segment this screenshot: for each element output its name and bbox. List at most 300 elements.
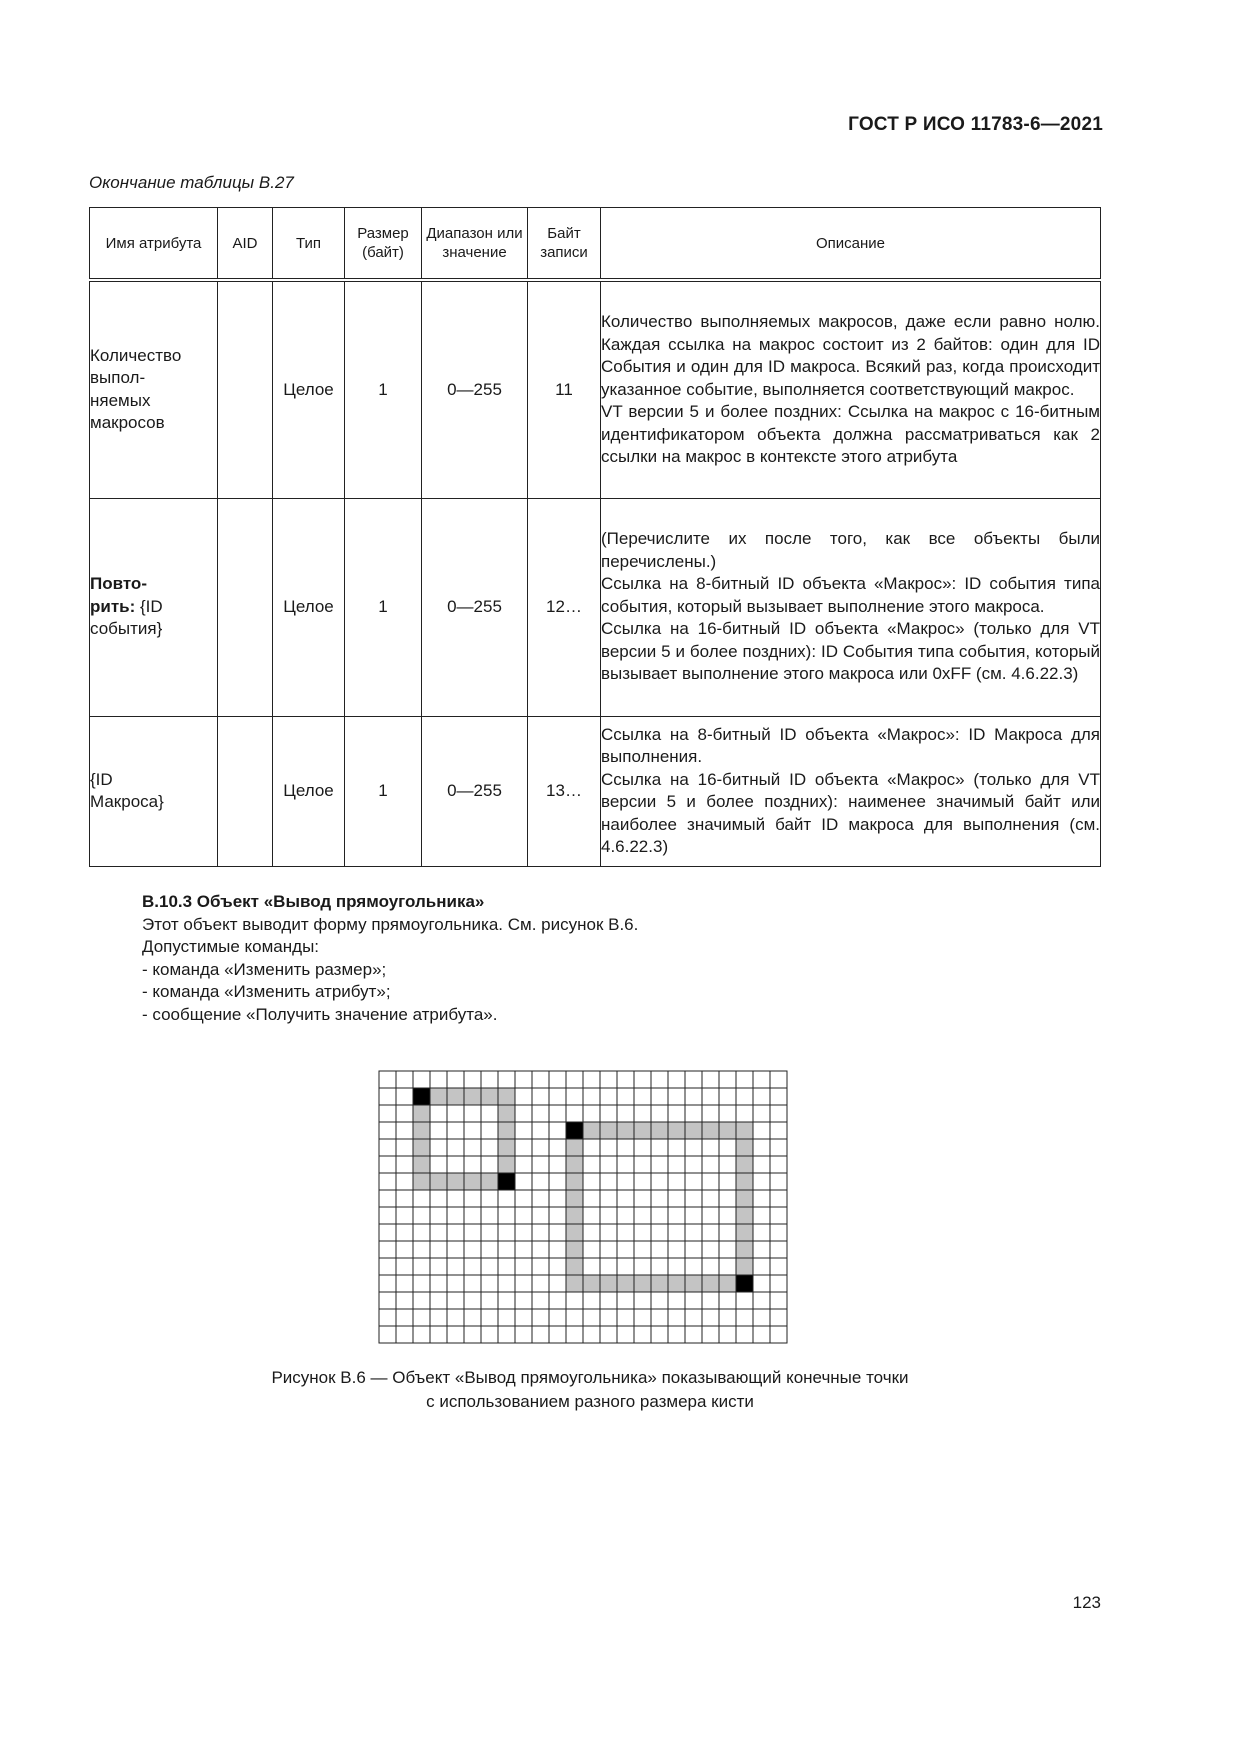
grid-cell — [549, 1292, 566, 1309]
grid-cell — [617, 1309, 634, 1326]
grid-cell — [515, 1156, 532, 1173]
grid-cell — [617, 1139, 634, 1156]
grid-cell — [481, 1207, 498, 1224]
rectangle-pixel — [464, 1173, 481, 1190]
grid-cell — [481, 1292, 498, 1309]
table-row — [90, 498, 1101, 716]
grid-cell — [464, 1258, 481, 1275]
grid-cell — [515, 1139, 532, 1156]
grid-cell — [719, 1207, 736, 1224]
rectangle-pixel — [566, 1207, 583, 1224]
grid-cell — [668, 1190, 685, 1207]
grid-cell — [702, 1241, 719, 1258]
cell-description — [601, 498, 1101, 716]
cell-range: 0—255 — [422, 498, 528, 716]
rectangle-pixel — [634, 1275, 651, 1292]
grid-cell — [753, 1258, 770, 1275]
grid-cell — [617, 1173, 634, 1190]
grid-cell — [396, 1258, 413, 1275]
cell-size: 1 — [345, 498, 422, 716]
grid-cell — [600, 1309, 617, 1326]
grid-cell — [719, 1139, 736, 1156]
grid-cell — [651, 1190, 668, 1207]
grid-cell — [447, 1190, 464, 1207]
grid-cell — [770, 1292, 787, 1309]
rectangle-pixel — [498, 1105, 515, 1122]
cell-aid — [218, 716, 273, 866]
grid-cell — [583, 1326, 600, 1343]
rectangle-pixel — [702, 1275, 719, 1292]
grid-cell — [685, 1309, 702, 1326]
grid-cell — [566, 1105, 583, 1122]
grid-cell — [685, 1139, 702, 1156]
grid-cell — [464, 1207, 481, 1224]
grid-cell — [770, 1275, 787, 1292]
grid-cell — [600, 1139, 617, 1156]
grid-cell — [617, 1088, 634, 1105]
grid-cell — [753, 1105, 770, 1122]
grid-cell — [396, 1190, 413, 1207]
rectangle-pixel — [668, 1275, 685, 1292]
grid-cell — [379, 1105, 396, 1122]
rectangle-pixel — [583, 1275, 600, 1292]
grid-cell — [515, 1122, 532, 1139]
grid-cell — [464, 1122, 481, 1139]
grid-cell — [702, 1190, 719, 1207]
grid-cell — [549, 1105, 566, 1122]
grid-cell — [515, 1258, 532, 1275]
grid-cell — [379, 1309, 396, 1326]
grid-cell — [515, 1292, 532, 1309]
grid-cell — [770, 1122, 787, 1139]
grid-cell — [719, 1241, 736, 1258]
grid-cell — [379, 1258, 396, 1275]
grid-cell — [685, 1258, 702, 1275]
grid-cell — [379, 1156, 396, 1173]
rectangle-pixel — [736, 1156, 753, 1173]
grid-cell — [413, 1292, 430, 1309]
rectangle-pixel — [736, 1139, 753, 1156]
grid-cell — [719, 1190, 736, 1207]
grid-cell — [634, 1326, 651, 1343]
grid-cell — [583, 1173, 600, 1190]
table-row — [90, 280, 1101, 498]
grid-cell — [481, 1139, 498, 1156]
grid-cell — [464, 1139, 481, 1156]
grid-cell — [498, 1207, 515, 1224]
description-paragraph: (Перечислите их после того, как все объекты были перечислены.) — [601, 529, 1100, 571]
grid-cell — [617, 1224, 634, 1241]
grid-cell — [413, 1309, 430, 1326]
grid-cell — [396, 1156, 413, 1173]
grid-cell — [464, 1309, 481, 1326]
grid-cell — [668, 1292, 685, 1309]
command-item: - сообщение «Получить значение атрибута». — [142, 1004, 498, 1024]
grid-cell — [617, 1258, 634, 1275]
grid-cell — [379, 1224, 396, 1241]
grid-cell — [481, 1190, 498, 1207]
cell-aid — [218, 498, 273, 716]
grid-cell — [430, 1275, 447, 1292]
grid-cell — [430, 1105, 447, 1122]
grid-cell — [753, 1326, 770, 1343]
description-paragraph: Ссылка на 8-битный ID объекта «Макрос»: ID Макроса для выполнения. — [601, 724, 1100, 766]
grid-cell — [430, 1139, 447, 1156]
grid-cell — [379, 1326, 396, 1343]
col-header-type: Тип — [273, 208, 345, 281]
rectangle-pixel — [430, 1173, 447, 1190]
rectangle-pixel — [685, 1275, 702, 1292]
grid-cell — [481, 1105, 498, 1122]
rectangle-pixel — [566, 1258, 583, 1275]
grid-cell — [600, 1207, 617, 1224]
grid-cell — [685, 1071, 702, 1088]
command-item: - команда «Изменить атрибут»; — [142, 982, 391, 1001]
page-number: 123 — [1072, 1593, 1101, 1612]
grid-cell — [600, 1105, 617, 1122]
grid-cell — [583, 1258, 600, 1275]
grid-cell — [498, 1275, 515, 1292]
grid-cell — [770, 1173, 787, 1190]
grid-cell — [770, 1190, 787, 1207]
rectangle-pixel — [481, 1173, 498, 1190]
table-caption: Окончание таблицы В.27 — [89, 173, 294, 192]
description-paragraph: Ссылка на 16-битный ID объекта «Макрос» (только для VT версии 5 и более поздних): наименее значимый байт или наиболее значимый байт ID макроса для выполнения (см. 4.6.22.3) — [601, 769, 1100, 856]
grid-cell — [685, 1088, 702, 1105]
grid-cell — [668, 1224, 685, 1241]
col-header-range: Диапазон или значение — [422, 208, 528, 281]
grid-cell — [651, 1071, 668, 1088]
grid-cell — [498, 1292, 515, 1309]
grid-cell — [430, 1156, 447, 1173]
grid-cell — [549, 1275, 566, 1292]
grid-cell — [685, 1173, 702, 1190]
grid-cell — [481, 1071, 498, 1088]
grid-cell — [634, 1088, 651, 1105]
grid-cell — [736, 1309, 753, 1326]
grid-cell — [532, 1292, 549, 1309]
standard-header: ГОСТ Р ИСО 11783-6—2021 — [848, 114, 1103, 135]
rectangle-pixel — [464, 1088, 481, 1105]
grid-cell — [583, 1139, 600, 1156]
grid-cell — [515, 1309, 532, 1326]
grid-cell — [447, 1258, 464, 1275]
grid-cell — [668, 1207, 685, 1224]
description-paragraph: VT версии 5 и более поздних: Ссылка на макрос с 16-битным идентификатором объекта должна рассматриваться как 2 ссылки на макрос в контексте этого атрибута — [601, 402, 1100, 466]
rectangle-pixel — [719, 1122, 736, 1139]
grid-cell — [651, 1292, 668, 1309]
grid-cell — [515, 1071, 532, 1088]
grid-cell — [532, 1258, 549, 1275]
grid-cell — [515, 1326, 532, 1343]
grid-cell — [651, 1105, 668, 1122]
grid-cell — [447, 1292, 464, 1309]
grid-cell — [498, 1071, 515, 1088]
cell-byte: 12… — [528, 498, 601, 716]
grid-cell — [770, 1071, 787, 1088]
cell-range: 0—255 — [422, 716, 528, 866]
section-title: В.10.3 Объект «Вывод прямоугольника» — [142, 892, 485, 911]
grid-cell — [532, 1139, 549, 1156]
grid-cell — [702, 1224, 719, 1241]
endpoint-pixel — [566, 1122, 583, 1139]
grid-cell — [702, 1139, 719, 1156]
grid-cell — [396, 1275, 413, 1292]
commands-label: Допустимые команды: — [142, 937, 320, 956]
rectangle-pixel — [702, 1122, 719, 1139]
grid-cell — [498, 1190, 515, 1207]
table-header-row — [90, 208, 1101, 281]
grid-cell — [685, 1156, 702, 1173]
grid-cell — [753, 1088, 770, 1105]
grid-cell — [515, 1173, 532, 1190]
grid-cell — [566, 1292, 583, 1309]
grid-cell — [634, 1309, 651, 1326]
cell-type: Целое — [273, 498, 345, 716]
grid-cell — [651, 1088, 668, 1105]
grid-cell — [430, 1241, 447, 1258]
rectangle-pixel — [736, 1190, 753, 1207]
grid-cell — [651, 1309, 668, 1326]
grid-cell — [481, 1241, 498, 1258]
grid-cell — [413, 1275, 430, 1292]
grid-cell — [379, 1292, 396, 1309]
grid-cell — [413, 1224, 430, 1241]
grid-cell — [413, 1071, 430, 1088]
grid-cell — [770, 1309, 787, 1326]
endpoint-pixel — [498, 1173, 515, 1190]
grid-cell — [515, 1275, 532, 1292]
rectangle-pixel — [447, 1173, 464, 1190]
figure-caption — [200, 1366, 980, 1414]
grid-cell — [634, 1173, 651, 1190]
grid-cell — [753, 1139, 770, 1156]
rectangle-pixel — [736, 1173, 753, 1190]
grid-cell — [396, 1105, 413, 1122]
col-header-name: Имя атрибута — [90, 208, 218, 281]
section-intro: Этот объект выводит форму прямоугольника. См. рисунок В.6. — [142, 914, 639, 934]
grid-cell — [668, 1173, 685, 1190]
grid-cell — [413, 1326, 430, 1343]
grid-cell — [719, 1071, 736, 1088]
grid-cell — [396, 1207, 413, 1224]
grid-cell — [668, 1071, 685, 1088]
grid-cell — [464, 1156, 481, 1173]
grid-cell — [532, 1156, 549, 1173]
grid-cell — [549, 1071, 566, 1088]
cell-range: 0—255 — [422, 280, 528, 498]
grid-cell — [447, 1224, 464, 1241]
cell-type: Целое — [273, 716, 345, 866]
grid-cell — [515, 1224, 532, 1241]
grid-cell — [651, 1156, 668, 1173]
rectangle-pixel — [736, 1122, 753, 1139]
grid-cell — [685, 1224, 702, 1241]
grid-cell — [379, 1190, 396, 1207]
col-header-size: Размер (байт) — [345, 208, 422, 281]
grid-cell — [447, 1207, 464, 1224]
grid-cell — [532, 1309, 549, 1326]
grid-cell — [702, 1088, 719, 1105]
cell-description — [601, 716, 1101, 866]
rectangle-pixel — [498, 1156, 515, 1173]
grid-cell — [447, 1309, 464, 1326]
description-paragraph: Ссылка на 8-битный ID объекта «Макрос»: ID события типа события, который вызывает выполнение этого макроса. — [601, 574, 1100, 616]
grid-cell — [770, 1241, 787, 1258]
rectangle-pixel — [651, 1122, 668, 1139]
rectangle-pixel — [651, 1275, 668, 1292]
grid-cell — [566, 1071, 583, 1088]
grid-cell — [379, 1173, 396, 1190]
grid-cell — [566, 1088, 583, 1105]
grid-cell — [532, 1105, 549, 1122]
grid-cell — [617, 1207, 634, 1224]
grid-cell — [583, 1207, 600, 1224]
grid-cell — [600, 1071, 617, 1088]
grid-cell — [532, 1190, 549, 1207]
grid-cell — [396, 1173, 413, 1190]
grid-cell — [498, 1224, 515, 1241]
grid-cell — [396, 1326, 413, 1343]
grid-cell — [651, 1207, 668, 1224]
grid-cell — [736, 1071, 753, 1088]
grid-cell — [719, 1292, 736, 1309]
grid-cell — [617, 1326, 634, 1343]
grid-cell — [719, 1156, 736, 1173]
grid-cell — [617, 1190, 634, 1207]
grid-cell — [668, 1241, 685, 1258]
grid-cell — [600, 1190, 617, 1207]
grid-cell — [668, 1156, 685, 1173]
grid-cell — [498, 1309, 515, 1326]
cell-description — [601, 280, 1101, 498]
grid-cell — [549, 1190, 566, 1207]
grid-cell — [464, 1275, 481, 1292]
section-rectangle-output — [142, 891, 638, 1026]
grid-cell — [549, 1258, 566, 1275]
grid-cell — [702, 1326, 719, 1343]
grid-cell — [753, 1309, 770, 1326]
grid-cell — [447, 1241, 464, 1258]
grid-cell — [549, 1156, 566, 1173]
grid-cell — [634, 1207, 651, 1224]
grid-cell — [532, 1241, 549, 1258]
rectangle-pixel — [600, 1122, 617, 1139]
col-header-byte: Байт записи — [528, 208, 601, 281]
rectangle-pixel — [583, 1122, 600, 1139]
grid-cell — [753, 1207, 770, 1224]
rectangle-pixel — [498, 1088, 515, 1105]
grid-cell — [532, 1207, 549, 1224]
grid-cell — [379, 1139, 396, 1156]
grid-cell — [634, 1156, 651, 1173]
grid-cell — [617, 1292, 634, 1309]
grid-cell — [736, 1326, 753, 1343]
grid-cell — [685, 1207, 702, 1224]
grid-cell — [719, 1173, 736, 1190]
grid-cell — [651, 1326, 668, 1343]
grid-cell — [532, 1326, 549, 1343]
grid-cell — [396, 1292, 413, 1309]
cell-byte: 11 — [528, 280, 601, 498]
grid-cell — [583, 1224, 600, 1241]
grid-cell — [549, 1224, 566, 1241]
grid-cell — [447, 1139, 464, 1156]
cell-name-rest: {ID события} — [90, 596, 163, 639]
grid-cell — [430, 1326, 447, 1343]
grid-cell — [566, 1309, 583, 1326]
grid-cell — [634, 1258, 651, 1275]
grid-cell — [515, 1241, 532, 1258]
rectangle-pixel — [617, 1122, 634, 1139]
grid-cell — [515, 1105, 532, 1122]
grid-cell — [430, 1190, 447, 1207]
grid-cell — [617, 1105, 634, 1122]
grid-cell — [481, 1156, 498, 1173]
grid-cell — [770, 1207, 787, 1224]
grid-cell — [634, 1241, 651, 1258]
grid-cell — [464, 1241, 481, 1258]
grid-cell — [753, 1122, 770, 1139]
grid-cell — [430, 1122, 447, 1139]
grid-cell — [396, 1224, 413, 1241]
grid-cell — [549, 1139, 566, 1156]
grid-cell — [719, 1309, 736, 1326]
grid-cell — [583, 1241, 600, 1258]
grid-cell — [583, 1309, 600, 1326]
grid-cell — [583, 1156, 600, 1173]
cell-size: 1 — [345, 280, 422, 498]
rectangle-pixel — [736, 1207, 753, 1224]
grid-cell — [651, 1139, 668, 1156]
grid-cell — [583, 1190, 600, 1207]
rectangle-pixel — [566, 1139, 583, 1156]
grid-cell — [753, 1275, 770, 1292]
grid-cell — [447, 1122, 464, 1139]
grid-cell — [719, 1326, 736, 1343]
grid-cell — [379, 1241, 396, 1258]
attribute-table — [89, 207, 1101, 867]
grid-cell — [753, 1292, 770, 1309]
rectangle-pixel — [736, 1241, 753, 1258]
grid-cell — [549, 1122, 566, 1139]
grid-cell — [651, 1241, 668, 1258]
grid-cell — [668, 1309, 685, 1326]
grid-cell — [515, 1088, 532, 1105]
grid-cell — [600, 1224, 617, 1241]
grid-cell — [753, 1190, 770, 1207]
cell-name: Количество выпол- няемых макросов — [90, 280, 218, 498]
grid-cell — [702, 1207, 719, 1224]
grid-cell — [634, 1292, 651, 1309]
rectangle-pixel — [430, 1088, 447, 1105]
grid-cell — [719, 1258, 736, 1275]
grid-cell — [600, 1173, 617, 1190]
grid-cell — [736, 1088, 753, 1105]
endpoint-pixel — [413, 1088, 430, 1105]
grid-cell — [464, 1071, 481, 1088]
description-paragraph: Ссылка на 16-битный ID объекта «Макрос» (только для VT версии 5 и более поздних): ID События типа события, который вызывает выполнение этого макроса или 0xFF (см. 4.6.22.3) — [601, 619, 1100, 684]
grid-cell — [685, 1190, 702, 1207]
grid-cell — [719, 1105, 736, 1122]
rectangle-pixel — [447, 1088, 464, 1105]
grid-cell — [430, 1258, 447, 1275]
rectangle-pixel — [566, 1173, 583, 1190]
grid-cell — [481, 1309, 498, 1326]
command-item: - команда «Изменить размер»; — [142, 959, 387, 979]
grid-cell — [379, 1207, 396, 1224]
grid-cell — [396, 1309, 413, 1326]
